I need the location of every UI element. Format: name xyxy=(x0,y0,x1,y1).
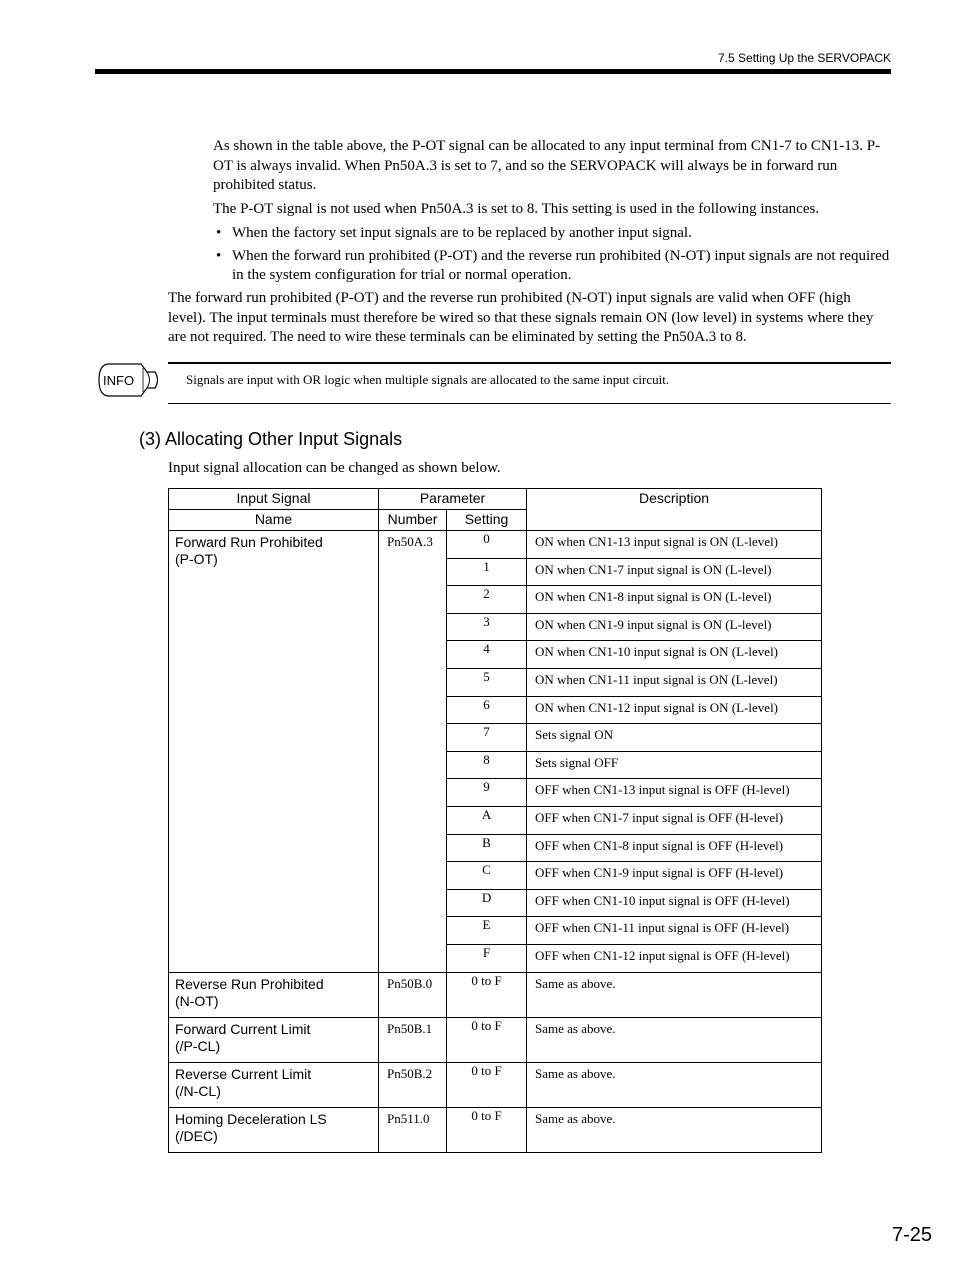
description-cell: ON when CN1-10 input signal is ON (L-level) xyxy=(527,641,822,669)
header-name: Name xyxy=(169,510,379,531)
description-cell: Same as above. xyxy=(527,1017,822,1062)
paragraph-p-ot-not-used: The P-OT signal is not used when Pn50A.3 is set to 8. This setting is used in the following instances. xyxy=(213,201,820,217)
section-header: 7.5 Setting Up the SERVOPACK xyxy=(718,51,891,65)
parameter-number-cell: Pn50A.3 xyxy=(379,531,447,973)
setting-cell: D xyxy=(447,889,527,917)
setting-cell: 2 xyxy=(447,586,527,614)
setting-cell: 0 xyxy=(447,531,527,559)
setting-cell: A xyxy=(447,806,527,834)
setting-cell: B xyxy=(447,834,527,862)
signal-name-cell: Forward Current Limit (/P-CL) xyxy=(169,1017,379,1062)
section-title: (3) Allocating Other Input Signals xyxy=(139,429,403,449)
info-note: Signals are input with OR logic when multiple signals are allocated to the same input circuit. xyxy=(186,372,670,387)
header-parameter: Parameter xyxy=(379,489,527,510)
description-cell: OFF when CN1-8 input signal is OFF (H-level) xyxy=(527,834,822,862)
info-hand-icon xyxy=(97,361,163,399)
setting-cell: 0 to F xyxy=(447,1062,527,1107)
info-rule-top xyxy=(168,362,891,364)
description-cell: ON when CN1-11 input signal is ON (L-level) xyxy=(527,668,822,696)
setting-cell: 6 xyxy=(447,696,527,724)
description-cell: Same as above. xyxy=(527,1062,822,1107)
description-cell: ON when CN1-8 input signal is ON (L-level) xyxy=(527,586,822,614)
signal-name-cell: Reverse Run Prohibited (N-OT) xyxy=(169,972,379,1017)
setting-cell: 8 xyxy=(447,751,527,779)
parameter-number-cell: Pn50B.0 xyxy=(379,972,447,1017)
parameter-number-cell: Pn511.0 xyxy=(379,1107,447,1152)
setting-cell: 4 xyxy=(447,641,527,669)
setting-cell: 0 to F xyxy=(447,1107,527,1152)
description-cell: OFF when CN1-13 input signal is OFF (H-level) xyxy=(527,779,822,807)
info-rule-bottom xyxy=(168,403,891,404)
setting-cell: C xyxy=(447,862,527,890)
setting-cell: 9 xyxy=(447,779,527,807)
setting-cell: 1 xyxy=(447,558,527,586)
signal-name-cell: Reverse Current Limit (/N-CL) xyxy=(169,1062,379,1107)
setting-cell: E xyxy=(447,917,527,945)
header-description: Description xyxy=(527,489,822,531)
table-row xyxy=(169,1062,822,1107)
paragraph-p-ot-allocation: As shown in the table above, the P-OT signal can be allocated to any input terminal from CN1-7 to CN1-13. P-OT is always invalid. When Pn50A.3 is set to 7, and so the SERVOPACK will always be in forward run prohibited status. xyxy=(213,138,881,193)
table-row xyxy=(169,531,822,559)
parameter-number-cell: Pn50B.1 xyxy=(379,1017,447,1062)
info-icon-label: INFO xyxy=(103,373,135,388)
paragraph-signal-validity: The forward run prohibited (P-OT) and the reverse run prohibited (N-OT) input signals are valid when OFF (high level). The input terminals must therefore be wired so that these signals remain ON (low level) in systems where they are not required. The need to wire these terminals can be eliminated by setting the Pn50A.3 to 8. xyxy=(168,290,874,345)
description-cell: Same as above. xyxy=(527,972,822,1017)
setting-cell: 0 to F xyxy=(447,1017,527,1062)
table-row xyxy=(169,1017,822,1062)
description-cell: ON when CN1-13 input signal is ON (L-level) xyxy=(527,531,822,559)
description-cell: OFF when CN1-12 input signal is OFF (H-level) xyxy=(527,944,822,972)
setting-cell: 7 xyxy=(447,724,527,752)
header-rule xyxy=(95,69,891,74)
description-cell: OFF when CN1-10 input signal is OFF (H-level) xyxy=(527,889,822,917)
description-cell: ON when CN1-9 input signal is ON (L-level) xyxy=(527,613,822,641)
input-signal-allocation-table xyxy=(168,488,822,1153)
setting-cell: 3 xyxy=(447,613,527,641)
header-input-signal: Input Signal xyxy=(169,489,379,510)
description-cell: OFF when CN1-11 input signal is OFF (H-level) xyxy=(527,917,822,945)
section-intro: Input signal allocation can be changed as shown below. xyxy=(168,460,501,476)
table-row xyxy=(169,972,822,1017)
table-row xyxy=(169,1107,822,1152)
description-cell: Sets signal OFF xyxy=(527,751,822,779)
description-cell: Sets signal ON xyxy=(527,724,822,752)
description-cell: ON when CN1-7 input signal is ON (L-level) xyxy=(527,558,822,586)
description-cell: OFF when CN1-7 input signal is OFF (H-level) xyxy=(527,806,822,834)
signal-name-cell: Homing Deceleration LS (/DEC) xyxy=(169,1107,379,1152)
setting-cell: F xyxy=(447,944,527,972)
instances-list xyxy=(216,224,891,289)
header-setting: Setting xyxy=(447,510,527,531)
header-number: Number xyxy=(379,510,447,531)
parameter-number-cell: Pn50B.2 xyxy=(379,1062,447,1107)
signal-name-cell: Forward Run Prohibited (P-OT) xyxy=(169,531,379,973)
description-cell: Same as above. xyxy=(527,1107,822,1152)
list-item: • When the factory set input signals are to be replaced by another input signal. xyxy=(216,225,692,241)
description-cell: ON when CN1-12 input signal is ON (L-level) xyxy=(527,696,822,724)
list-item: • When the forward run prohibited (P-OT) and the reverse run prohibited (N-OT) input signals are not required in the system configuration for trial or normal operation. xyxy=(216,247,890,283)
setting-cell: 0 to F xyxy=(447,972,527,1017)
page-number: 7-25 xyxy=(891,1224,932,1246)
description-cell: OFF when CN1-9 input signal is OFF (H-level) xyxy=(527,862,822,890)
setting-cell: 5 xyxy=(447,668,527,696)
